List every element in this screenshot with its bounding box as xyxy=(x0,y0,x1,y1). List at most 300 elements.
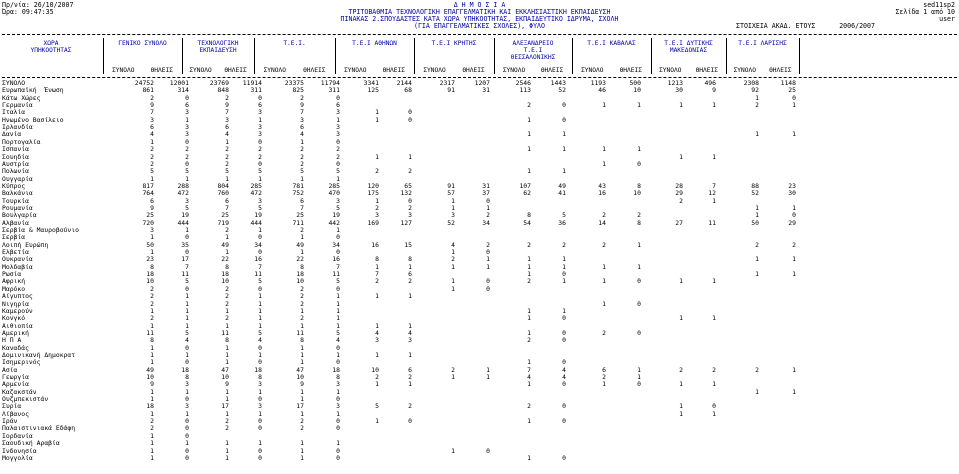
cell-total: 1 xyxy=(375,417,379,426)
cell-female: 1 xyxy=(486,255,490,264)
cell-total: 2 xyxy=(225,93,229,102)
cell-female: 16 xyxy=(332,255,340,264)
cell-female: 68 xyxy=(404,86,412,95)
cell-total: 16 xyxy=(598,189,606,198)
cell-female: 0 xyxy=(408,196,412,205)
cell-total: 2 xyxy=(225,284,229,293)
cell-total: 1 xyxy=(527,145,531,154)
cell-female: 500 xyxy=(629,79,641,87)
cell-total: 3 xyxy=(225,115,229,124)
cell-total: 22 xyxy=(296,255,304,264)
cell-total: 88 xyxy=(751,181,759,190)
cell-total: 1 xyxy=(679,152,683,161)
cell-total: 2 xyxy=(755,240,759,249)
cell-total: 1 xyxy=(602,159,606,168)
column-group-label: ΥΠΗΚΟΟΤΗΤΑΣ xyxy=(30,47,72,54)
print-date: Πρ/νία: 26/10/2007 xyxy=(2,1,74,9)
row-label: Βουλγαρία xyxy=(2,211,37,220)
cell-total: 8 xyxy=(150,336,154,345)
cell-female: 6 xyxy=(258,101,262,110)
cell-total: 1 xyxy=(755,270,759,279)
cell-female: 1 xyxy=(408,380,412,389)
cell-female: 1 xyxy=(258,387,262,396)
cell-total: 1 xyxy=(451,262,455,271)
cell-total: 7 xyxy=(375,270,379,279)
cell-female: 3 xyxy=(258,123,262,132)
cell-female: 1 xyxy=(486,365,490,374)
cell-total: 1 xyxy=(150,306,154,315)
cell-total: 8 xyxy=(375,255,379,264)
cell-female: 36 xyxy=(558,218,566,227)
cell-female: 30 xyxy=(788,189,796,198)
cell-total: 57 xyxy=(447,189,455,198)
cell-total: 1 xyxy=(225,248,229,257)
cell-female: 2 xyxy=(185,145,189,154)
cell-female: 0 xyxy=(185,431,189,440)
cell-female: 1 xyxy=(712,101,716,110)
cell-female: 0 xyxy=(562,270,566,279)
cell-female: 3 xyxy=(185,108,189,117)
cell-total: 6 xyxy=(225,123,229,132)
cell-female: 34 xyxy=(254,240,262,249)
cell-total: 18 xyxy=(146,270,154,279)
row-label: Σερβία & Μαυροβούνιο xyxy=(2,226,79,234)
cell-total: 47 xyxy=(221,365,229,374)
cell-total: 2 xyxy=(602,328,606,337)
cell-female: 1 xyxy=(185,174,189,183)
cell-total: 2 xyxy=(300,284,304,293)
cell-female: 0 xyxy=(336,284,340,293)
cell-total: 1 xyxy=(451,373,455,381)
cell-total: 3 xyxy=(451,211,455,220)
cell-female: 49 xyxy=(558,181,566,190)
cell-total: 10 xyxy=(221,277,229,286)
cell-female: 442 xyxy=(328,218,340,227)
cell-total: 752 xyxy=(292,189,304,198)
cell-female: 0 xyxy=(486,196,490,205)
cell-female: 1 xyxy=(562,167,566,176)
row-label: Λοιπή Ευρώπη xyxy=(2,240,49,249)
cell-female: 0 xyxy=(258,453,262,462)
cell-female: 0 xyxy=(408,417,412,426)
cell-female: 0 xyxy=(336,424,340,433)
cell-female: 16 xyxy=(254,255,262,264)
cell-total: 23769 xyxy=(209,79,229,87)
cell-total: 52 xyxy=(447,218,455,227)
cell-female: 0 xyxy=(185,417,189,426)
cell-female: 0 xyxy=(637,299,641,308)
cell-total: 3 xyxy=(375,336,379,345)
column-group-label: ΜΑΚΕΔΟΝΙΑΣ xyxy=(669,47,708,54)
cell-total: 14 xyxy=(598,218,606,227)
row-label: Δανία xyxy=(2,130,22,139)
cell-female: 1 xyxy=(258,299,262,308)
cell-total: 1 xyxy=(527,314,531,323)
cell-total: 1 xyxy=(150,321,154,330)
cell-female: 3 xyxy=(185,123,189,132)
cell-female: 1207 xyxy=(474,79,490,87)
cell-total: 2 xyxy=(375,373,379,381)
cell-female: 5 xyxy=(258,203,262,212)
cell-total: 18 xyxy=(296,270,304,279)
cell-female: 1 xyxy=(408,321,412,330)
cell-total: 1 xyxy=(375,115,379,124)
cell-female: 0 xyxy=(336,137,340,146)
cell-total: 1 xyxy=(755,387,759,396)
report-code: sed11sp2 xyxy=(923,1,955,9)
cell-total: 23 xyxy=(146,255,154,264)
cell-female: 0 xyxy=(258,395,262,404)
cell-total: 2 xyxy=(527,277,531,286)
cell-total: 7 xyxy=(225,108,229,117)
cell-total: 2 xyxy=(150,424,154,433)
cell-female: 11794 xyxy=(320,79,340,87)
cell-female: 0 xyxy=(562,380,566,389)
cell-total: 1 xyxy=(150,453,154,462)
cell-total: 1 xyxy=(527,270,531,279)
cell-total: 5 xyxy=(225,167,229,176)
row-label: Ρουμανία xyxy=(2,203,33,212)
row-label: Κάτω Χώρες xyxy=(2,93,41,102)
cell-female: 3 xyxy=(258,380,262,389)
cell-female: 35 xyxy=(181,240,189,249)
cell-total: 3 xyxy=(150,115,154,124)
cell-total: 1 xyxy=(375,292,379,301)
row-label: Αμερική xyxy=(2,328,29,337)
cell-female: 496 xyxy=(704,79,716,87)
cell-total: 2 xyxy=(150,159,154,168)
cell-female: 2 xyxy=(486,211,490,220)
cell-total: 1 xyxy=(150,446,154,455)
cell-total: 2 xyxy=(602,240,606,249)
cell-female: 1 xyxy=(562,145,566,154)
cell-total: 804 xyxy=(217,181,229,190)
cell-total: 764 xyxy=(142,189,154,198)
cell-total: 1 xyxy=(150,137,154,146)
row-label: Ηνωμένο Βασίλειο xyxy=(2,115,64,124)
cell-total: 2 xyxy=(225,226,229,234)
row-label: Κύπρος xyxy=(2,181,26,190)
cell-total: 1 xyxy=(225,321,229,330)
cell-total: 2 xyxy=(300,152,304,161)
cell-total: 1 xyxy=(527,380,531,389)
cell-total: 2 xyxy=(225,292,229,301)
cell-female: 0 xyxy=(562,115,566,124)
cell-female: 0 xyxy=(792,93,796,102)
cell-female: 11 xyxy=(181,270,189,279)
cell-total: 11 xyxy=(296,328,304,337)
cell-total: 28 xyxy=(675,181,683,190)
cell-total: 3 xyxy=(375,211,379,220)
cell-total: 2308 xyxy=(743,79,759,87)
cell-total: 9 xyxy=(150,101,154,110)
column-group-label: Τ.Ε.Ι ΔΥΤΙΚΗΣ xyxy=(664,40,713,47)
cell-total: 17 xyxy=(296,402,304,411)
cell-total: 5 xyxy=(375,402,379,411)
cell-total: 9 xyxy=(225,380,229,389)
cell-total: 1 xyxy=(679,277,683,286)
cell-female: 2 xyxy=(562,240,566,249)
cell-female: 0 xyxy=(792,211,796,220)
row-label: Μογγολία xyxy=(2,453,33,462)
cell-total: 2 xyxy=(225,299,229,308)
cell-female: 2 xyxy=(336,152,340,161)
cell-female: 1 xyxy=(712,152,716,161)
cell-female: 127 xyxy=(400,218,412,227)
cell-total: 27 xyxy=(675,218,683,227)
cell-total: 91 xyxy=(447,86,455,95)
cell-total: 47 xyxy=(296,365,304,374)
cell-total: 1 xyxy=(679,409,683,418)
cell-total: 54 xyxy=(523,218,531,227)
row-label: Λίβανος xyxy=(2,409,29,418)
cell-total: 43 xyxy=(598,181,606,190)
cell-total: 4 xyxy=(300,130,304,139)
cell-total: 1 xyxy=(375,380,379,389)
cell-total: 1 xyxy=(527,130,531,139)
cell-female: 2 xyxy=(637,211,641,220)
cell-total: 1 xyxy=(527,328,531,337)
cell-total: 861 xyxy=(142,86,154,95)
cell-female: 1 xyxy=(336,115,340,124)
cell-total: 760 xyxy=(217,189,229,198)
cell-total: 11 xyxy=(221,328,229,337)
cell-total: 9 xyxy=(150,380,154,389)
cell-female: 1 xyxy=(562,255,566,264)
cell-female: 0 xyxy=(562,101,566,110)
cell-female: 31 xyxy=(482,86,490,95)
subheader-female: ΘΗΛΕΙΣ xyxy=(540,67,564,74)
cell-total: 10 xyxy=(221,373,229,381)
cell-total: 2 xyxy=(679,196,683,205)
cell-female: 0 xyxy=(185,358,189,367)
column-group-label: Τ.Ε.Ι ΑΘΗΝΩΝ xyxy=(352,40,397,47)
cell-total: 7 xyxy=(527,365,531,374)
cell-total: 720 xyxy=(142,218,154,227)
cell-total: 8 xyxy=(300,262,304,271)
cell-female: 2 xyxy=(258,152,262,161)
cell-female: 15 xyxy=(404,240,412,249)
cell-total: 1 xyxy=(150,387,154,396)
cell-total: 2 xyxy=(150,292,154,301)
cell-total: 1 xyxy=(527,306,531,315)
cell-total: 1 xyxy=(451,196,455,205)
cell-total: 1 xyxy=(150,233,154,242)
cell-total: 2 xyxy=(150,417,154,426)
cell-female: 0 xyxy=(712,402,716,411)
cell-female: 0 xyxy=(637,328,641,337)
cell-total: 10 xyxy=(146,373,154,381)
cell-female: 1 xyxy=(637,373,641,381)
cell-total: 2 xyxy=(527,402,531,411)
cell-female: 11914 xyxy=(242,79,262,87)
cell-female: 0 xyxy=(562,336,566,345)
cell-female: 5 xyxy=(185,328,189,337)
cell-total: 1 xyxy=(602,277,606,286)
academic-year: ΣΤΟΙΧΕΙΑ ΑΚΑΔ. ΕΤΟΥΣ 2006/2007 xyxy=(736,22,875,30)
subheader-total: ΣΥΝΟΛΟ xyxy=(502,67,526,74)
cell-female: 1 xyxy=(792,255,796,264)
cell-female: 41 xyxy=(558,189,566,198)
cell-total: 17 xyxy=(221,402,229,411)
cell-total: 169 xyxy=(367,218,379,227)
cell-female: 1 xyxy=(258,321,262,330)
cell-female: 11 xyxy=(332,270,340,279)
cell-total: 2 xyxy=(300,159,304,168)
cell-female: 3 xyxy=(185,402,189,411)
cell-female: 0 xyxy=(486,277,490,286)
cell-female: 0 xyxy=(336,395,340,404)
cell-female: 314 xyxy=(177,86,189,95)
cell-female: 1 xyxy=(185,314,189,323)
cell-total: 2 xyxy=(755,365,759,374)
cell-total: 719 xyxy=(217,218,229,227)
cell-female: 0 xyxy=(185,284,189,293)
cell-total: 2 xyxy=(300,299,304,308)
cell-total: 4 xyxy=(527,373,531,381)
cell-female: 1 xyxy=(336,306,340,315)
cell-total: 1 xyxy=(300,387,304,396)
cell-total: 1 xyxy=(225,387,229,396)
cell-female: 0 xyxy=(408,115,412,124)
row-label: Αρμενία xyxy=(2,380,29,389)
cell-total: 2 xyxy=(602,211,606,220)
cell-female: 7 xyxy=(258,262,262,271)
cell-total: 2 xyxy=(225,314,229,323)
cell-total: 1 xyxy=(225,446,229,455)
cell-female: 19 xyxy=(332,211,340,220)
header-rule-top xyxy=(2,34,957,35)
cell-female: 1 xyxy=(712,409,716,418)
cell-female: 3 xyxy=(258,402,262,411)
cell-total: 1213 xyxy=(667,79,683,87)
cell-total: 1 xyxy=(300,409,304,418)
header-rule-bottom xyxy=(2,77,957,78)
cell-total: 1 xyxy=(300,248,304,257)
column-group-label: ΕΚΠΑΙΔΕΥΣΗ xyxy=(199,47,237,54)
cell-total: 1 xyxy=(300,350,304,359)
cell-total: 1 xyxy=(451,248,455,257)
cell-female: 1 xyxy=(258,292,262,301)
cell-female: 23 xyxy=(788,181,796,190)
row-label: Αίγυπτος xyxy=(2,292,33,301)
cell-total: 7 xyxy=(150,108,154,117)
cell-female: 7 xyxy=(712,181,716,190)
cell-total: 22 xyxy=(221,255,229,264)
cell-total: 7 xyxy=(300,203,304,212)
cell-female: 0 xyxy=(258,248,262,257)
cell-female: 2 xyxy=(408,402,412,411)
cell-total: 2 xyxy=(225,417,229,426)
cell-female: 37 xyxy=(482,189,490,198)
cell-total: 1193 xyxy=(590,79,606,87)
cell-total: 2 xyxy=(150,93,154,102)
cell-female: 1 xyxy=(637,262,641,271)
cell-female: 1 xyxy=(486,262,490,271)
cell-female: 0 xyxy=(258,343,262,352)
cell-female: 1 xyxy=(336,226,340,234)
cell-total: 1 xyxy=(602,145,606,154)
cell-female: 1 xyxy=(792,365,796,374)
cell-total: 2 xyxy=(150,284,154,293)
cell-total: 8 xyxy=(225,336,229,345)
cell-female: 1 xyxy=(712,196,716,205)
cell-female: 2 xyxy=(408,167,412,176)
cell-female: 4 xyxy=(562,373,566,381)
row-label: Η Π Α xyxy=(2,336,22,345)
cell-female: 8 xyxy=(637,181,641,190)
cell-total: 1 xyxy=(602,101,606,110)
cell-female: 0 xyxy=(185,446,189,455)
row-label: Ουγγαρία xyxy=(2,174,33,183)
cell-total: 92 xyxy=(751,86,759,95)
cell-total: 1 xyxy=(679,380,683,389)
cell-total: 29 xyxy=(675,189,683,198)
cell-female: 19 xyxy=(181,211,189,220)
subheader-total: ΣΥΝΟΛΟ xyxy=(659,67,682,74)
cell-total: 1 xyxy=(300,233,304,242)
cell-total: 2 xyxy=(225,424,229,433)
table-title: ΠΙΝΑΚΑΣ 2.ΣΠΟΥΔΑΣΤΕΣ ΚΑΤΑ ΧΩΡΑ ΥΠΗΚΟΟΤΗΤΑΣ, ΕΚΠΑΙΔΕΥΤΙΚΟ ΙΔΡΥΜΑ, ΣΧΟΛΗ xyxy=(340,15,619,23)
cell-female: 5 xyxy=(185,167,189,176)
cell-female: 10 xyxy=(633,189,641,198)
row-label: Ουζμπεκιστάν xyxy=(2,395,49,404)
cell-female: 1 xyxy=(637,365,641,374)
cell-total: 1 xyxy=(225,233,229,242)
cell-female: 2144 xyxy=(396,79,412,87)
cell-female: 29 xyxy=(788,218,796,227)
cell-female: 1 xyxy=(258,314,262,323)
cell-female: 8 xyxy=(408,255,412,264)
row-label: Ελβετία xyxy=(2,248,29,257)
cell-total: 711 xyxy=(292,218,304,227)
cell-total: 1 xyxy=(300,321,304,330)
cell-total: 18 xyxy=(221,270,229,279)
cell-female: 0 xyxy=(185,137,189,146)
cell-total: 2 xyxy=(375,277,379,286)
cell-female: 0 xyxy=(258,137,262,146)
cell-total: 848 xyxy=(217,86,229,95)
cell-female: 1 xyxy=(258,174,262,183)
cell-total: 8 xyxy=(225,262,229,271)
cell-total: 1 xyxy=(755,93,759,102)
cell-female: 18 xyxy=(332,365,340,374)
cell-female: 285 xyxy=(328,181,340,190)
row-label: Βαλκάνια xyxy=(2,189,33,198)
cell-female: 444 xyxy=(177,218,189,227)
row-label: Μολδαβία xyxy=(2,262,33,271)
cell-female: 3 xyxy=(185,380,189,389)
cell-total: 1 xyxy=(375,262,379,271)
cell-female: 10 xyxy=(633,86,641,95)
cell-total: 1 xyxy=(755,130,759,139)
cell-female: 285 xyxy=(250,181,262,190)
cell-total: 4 xyxy=(451,240,455,249)
row-label: Ιορδανία xyxy=(2,431,33,440)
cell-female: 1 xyxy=(562,262,566,271)
row-label: Τουρκία xyxy=(2,196,29,205)
cell-female: 2 xyxy=(408,277,412,286)
cell-total: 1 xyxy=(225,358,229,367)
cell-female: 0 xyxy=(258,93,262,102)
cell-total: 2 xyxy=(679,365,683,374)
cell-total: 1 xyxy=(527,255,531,264)
cell-female: 2 xyxy=(185,152,189,161)
row-label: Ινδονησία xyxy=(2,446,37,455)
column-group-label: ΤΕΧΝΟΛΟΓΙΚΗ xyxy=(197,40,239,47)
cell-female: 11 xyxy=(708,218,716,227)
cell-female: 1 xyxy=(562,130,566,139)
